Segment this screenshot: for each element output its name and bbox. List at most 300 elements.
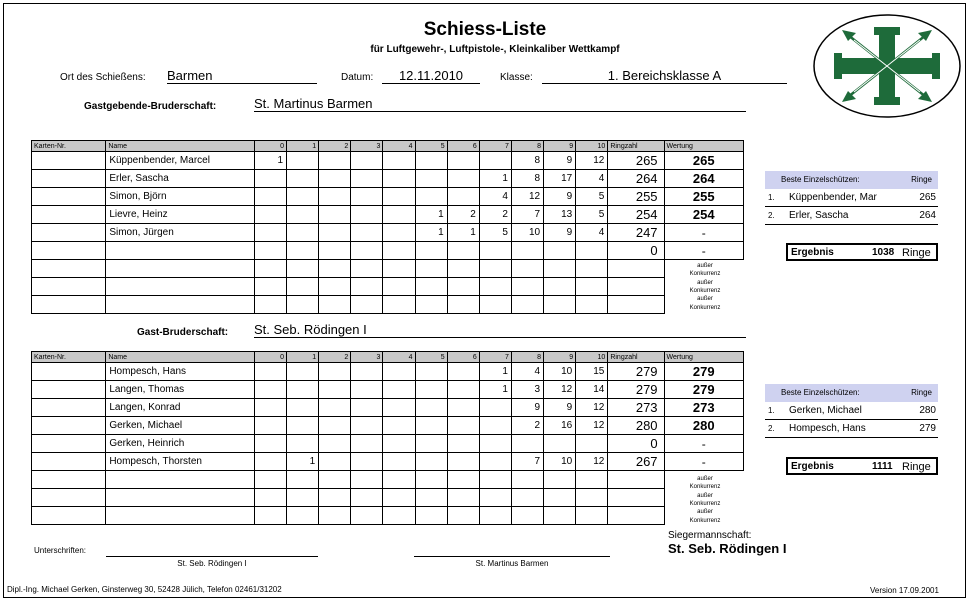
karten-nr-cell[interactable] bbox=[32, 152, 106, 170]
ring-count-cell[interactable] bbox=[287, 224, 319, 242]
ring-count-cell[interactable] bbox=[351, 399, 383, 417]
ring-count-cell[interactable] bbox=[383, 260, 415, 278]
ring-count-cell[interactable] bbox=[576, 471, 608, 489]
ring-count-cell[interactable]: 15 bbox=[576, 363, 608, 381]
ring-count-cell[interactable] bbox=[415, 381, 447, 399]
ausser-konkurrenz-text: Konkurrenz bbox=[689, 287, 721, 294]
name-cell[interactable]: Küppenbender, Marcel bbox=[106, 152, 255, 170]
ring-count-cell[interactable] bbox=[254, 206, 286, 224]
ring-count-cell[interactable] bbox=[544, 435, 576, 453]
ring-count-cell[interactable] bbox=[319, 152, 351, 170]
ring-count-cell[interactable] bbox=[351, 206, 383, 224]
ring-count-cell[interactable] bbox=[287, 489, 319, 507]
ausser-konkurrenz-text: Konkurrenz bbox=[689, 517, 721, 524]
ring-count-cell[interactable] bbox=[383, 399, 415, 417]
ring-count-cell[interactable] bbox=[254, 278, 286, 296]
team1-col-header: Wertung bbox=[664, 141, 743, 152]
ring-count-cell[interactable] bbox=[415, 242, 447, 260]
ring-count-cell[interactable] bbox=[415, 453, 447, 471]
name-cell[interactable] bbox=[106, 507, 255, 525]
ring-count-cell[interactable] bbox=[319, 417, 351, 435]
ring-count-cell[interactable] bbox=[351, 278, 383, 296]
karten-nr-cell[interactable] bbox=[32, 188, 106, 206]
table-row bbox=[32, 417, 744, 435]
sieger-label: Siegermannschaft: bbox=[668, 530, 752, 541]
ring-count-cell[interactable] bbox=[447, 242, 479, 260]
ring-count-cell[interactable]: 1 bbox=[447, 224, 479, 242]
team1-header-row bbox=[32, 141, 744, 152]
ring-count-cell[interactable] bbox=[544, 507, 576, 525]
ringzahl-cell: 0 bbox=[608, 242, 664, 260]
ring-count-cell[interactable] bbox=[254, 471, 286, 489]
team2-label: Gast-Bruderschaft: bbox=[137, 327, 229, 338]
ring-count-cell[interactable] bbox=[351, 471, 383, 489]
team2-best-name-1: Gerken, Michael bbox=[789, 405, 862, 416]
ring-count-cell[interactable]: 2 bbox=[479, 206, 511, 224]
ring-count-cell[interactable]: 4 bbox=[576, 224, 608, 242]
team1-ergebnis-value: 1038 bbox=[872, 247, 895, 258]
ring-count-cell[interactable]: 1 bbox=[415, 224, 447, 242]
name-cell[interactable]: Gerken, Michael bbox=[106, 417, 255, 435]
ring-count-cell[interactable]: 1 bbox=[479, 381, 511, 399]
ring-count-cell[interactable] bbox=[351, 381, 383, 399]
ring-count-cell[interactable] bbox=[351, 435, 383, 453]
ring-count-cell[interactable] bbox=[319, 363, 351, 381]
ring-count-cell[interactable] bbox=[511, 507, 543, 525]
ring-count-cell[interactable]: 7 bbox=[511, 206, 543, 224]
ring-count-cell[interactable] bbox=[319, 453, 351, 471]
ring-count-cell[interactable] bbox=[576, 260, 608, 278]
ring-count-cell[interactable] bbox=[287, 471, 319, 489]
ring-count-cell[interactable] bbox=[319, 188, 351, 206]
ring-count-cell[interactable] bbox=[447, 471, 479, 489]
ring-count-cell[interactable] bbox=[287, 206, 319, 224]
ring-count-cell[interactable] bbox=[254, 489, 286, 507]
ring-count-cell[interactable] bbox=[287, 363, 319, 381]
ring-count-cell[interactable] bbox=[383, 242, 415, 260]
ring-count-cell[interactable] bbox=[287, 435, 319, 453]
ringzahl-cell bbox=[608, 507, 664, 525]
name-cell[interactable] bbox=[106, 489, 255, 507]
ring-count-cell[interactable] bbox=[351, 453, 383, 471]
name-cell[interactable] bbox=[106, 260, 255, 278]
karten-nr-cell[interactable] bbox=[32, 296, 106, 314]
ring-count-cell[interactable] bbox=[415, 489, 447, 507]
ring-count-cell[interactable] bbox=[447, 278, 479, 296]
ring-count-cell[interactable] bbox=[319, 242, 351, 260]
ring-count-cell[interactable]: 16 bbox=[544, 417, 576, 435]
ring-count-cell[interactable] bbox=[351, 224, 383, 242]
ring-count-cell[interactable] bbox=[254, 260, 286, 278]
team2-ergebnis-unit: Ringe bbox=[902, 461, 931, 473]
ring-count-cell[interactable] bbox=[351, 417, 383, 435]
ring-count-cell[interactable] bbox=[319, 170, 351, 188]
ring-count-cell[interactable] bbox=[544, 278, 576, 296]
ring-count-cell[interactable] bbox=[383, 507, 415, 525]
karten-nr-cell[interactable] bbox=[32, 242, 106, 260]
table-row bbox=[32, 381, 744, 399]
ring-count-cell[interactable] bbox=[511, 471, 543, 489]
ring-count-cell[interactable] bbox=[511, 489, 543, 507]
ring-count-cell[interactable] bbox=[511, 435, 543, 453]
ring-count-cell[interactable]: 17 bbox=[544, 170, 576, 188]
team2-best-box bbox=[765, 384, 938, 438]
ring-count-cell[interactable] bbox=[415, 417, 447, 435]
ring-count-cell[interactable] bbox=[415, 260, 447, 278]
ring-count-cell[interactable] bbox=[447, 152, 479, 170]
karten-nr-cell[interactable] bbox=[32, 417, 106, 435]
team2-col-header: 1 bbox=[287, 352, 319, 363]
ring-count-cell[interactable] bbox=[447, 260, 479, 278]
ring-count-cell[interactable] bbox=[415, 507, 447, 525]
karten-nr-cell[interactable] bbox=[32, 260, 106, 278]
ring-count-cell[interactable]: 10 bbox=[511, 224, 543, 242]
name-cell[interactable]: Gerken, Heinrich bbox=[106, 435, 255, 453]
ring-count-cell[interactable] bbox=[415, 296, 447, 314]
karten-nr-cell[interactable] bbox=[32, 435, 106, 453]
ring-count-cell[interactable] bbox=[576, 296, 608, 314]
ring-count-cell[interactable] bbox=[254, 224, 286, 242]
ring-count-cell[interactable] bbox=[576, 435, 608, 453]
ring-count-cell[interactable] bbox=[447, 381, 479, 399]
ring-count-cell[interactable] bbox=[511, 260, 543, 278]
karten-nr-cell[interactable] bbox=[32, 381, 106, 399]
ring-count-cell[interactable] bbox=[576, 278, 608, 296]
ringzahl-cell: 255 bbox=[608, 188, 664, 206]
ring-count-cell[interactable] bbox=[254, 363, 286, 381]
ring-count-cell[interactable] bbox=[319, 489, 351, 507]
ring-count-cell[interactable]: 1 bbox=[254, 152, 286, 170]
ring-count-cell[interactable]: 7 bbox=[511, 453, 543, 471]
ring-count-cell[interactable] bbox=[383, 206, 415, 224]
unterschriften-label: Unterschriften: bbox=[34, 546, 87, 555]
team1-ergebnis-label: Ergebnis bbox=[791, 247, 834, 258]
ring-count-cell[interactable] bbox=[383, 435, 415, 453]
ring-count-cell[interactable] bbox=[383, 278, 415, 296]
sign2-line bbox=[414, 556, 610, 557]
ring-count-cell[interactable] bbox=[479, 152, 511, 170]
ring-count-cell[interactable]: 2 bbox=[447, 206, 479, 224]
wertung-cell: - bbox=[664, 453, 743, 471]
ring-count-cell[interactable]: 12 bbox=[576, 417, 608, 435]
ring-count-cell[interactable] bbox=[415, 399, 447, 417]
ring-count-cell[interactable] bbox=[447, 435, 479, 453]
team2-col-header: 3 bbox=[351, 352, 383, 363]
team1-col-header: 2 bbox=[319, 141, 351, 152]
ring-count-cell[interactable] bbox=[479, 489, 511, 507]
ring-count-cell[interactable] bbox=[319, 507, 351, 525]
ring-count-cell[interactable]: 9 bbox=[544, 188, 576, 206]
name-cell[interactable]: Lievre, Heinz bbox=[106, 206, 255, 224]
ring-count-cell[interactable] bbox=[319, 278, 351, 296]
name-cell[interactable]: Simon, Jürgen bbox=[106, 224, 255, 242]
team2-col-header: Karten-Nr. bbox=[32, 352, 106, 363]
ring-count-cell[interactable] bbox=[319, 224, 351, 242]
name-cell[interactable] bbox=[106, 471, 255, 489]
ring-count-cell[interactable]: 12 bbox=[576, 152, 608, 170]
name-cell[interactable] bbox=[106, 296, 255, 314]
klasse-label: Klasse: bbox=[500, 72, 533, 83]
name-cell[interactable] bbox=[106, 242, 255, 260]
team2-best-rank-2: 2. bbox=[768, 424, 775, 433]
ring-count-cell[interactable]: 1 bbox=[287, 453, 319, 471]
ring-count-cell[interactable] bbox=[287, 417, 319, 435]
team1-ergebnis-unit: Ringe bbox=[902, 247, 931, 259]
karten-nr-cell[interactable] bbox=[32, 363, 106, 381]
ring-count-cell[interactable] bbox=[576, 507, 608, 525]
ring-count-cell[interactable]: 1 bbox=[479, 170, 511, 188]
name-cell[interactable]: Erler, Sascha bbox=[106, 170, 255, 188]
ring-count-cell[interactable] bbox=[254, 417, 286, 435]
ring-count-cell[interactable] bbox=[287, 278, 319, 296]
ring-count-cell[interactable] bbox=[351, 507, 383, 525]
team2-best-ringe-label: Ringe bbox=[911, 388, 932, 397]
ring-count-cell[interactable] bbox=[415, 435, 447, 453]
name-cell[interactable]: Hompesch, Hans bbox=[106, 363, 255, 381]
ring-count-cell[interactable] bbox=[383, 381, 415, 399]
ring-count-cell[interactable] bbox=[287, 399, 319, 417]
ring-count-cell[interactable] bbox=[447, 453, 479, 471]
ring-count-cell[interactable] bbox=[511, 278, 543, 296]
ring-count-cell[interactable] bbox=[479, 417, 511, 435]
karten-nr-cell[interactable] bbox=[32, 206, 106, 224]
ring-count-cell[interactable] bbox=[319, 435, 351, 453]
ring-count-cell[interactable] bbox=[287, 260, 319, 278]
ring-count-cell[interactable] bbox=[447, 296, 479, 314]
table-row bbox=[32, 296, 744, 314]
ring-count-cell[interactable] bbox=[415, 471, 447, 489]
ring-count-cell[interactable] bbox=[319, 471, 351, 489]
ring-count-cell[interactable] bbox=[319, 381, 351, 399]
ring-count-cell[interactable] bbox=[351, 170, 383, 188]
ring-count-cell[interactable] bbox=[351, 260, 383, 278]
ring-count-cell[interactable] bbox=[544, 242, 576, 260]
ring-count-cell[interactable]: 12 bbox=[544, 381, 576, 399]
ring-count-cell[interactable] bbox=[351, 188, 383, 206]
ring-count-cell[interactable]: 3 bbox=[511, 381, 543, 399]
ring-count-cell[interactable] bbox=[319, 206, 351, 224]
page-title: Schiess-Liste bbox=[423, 19, 547, 40]
karten-nr-cell[interactable] bbox=[32, 170, 106, 188]
table-row bbox=[32, 242, 744, 260]
team2-col-header: Ringzahl bbox=[608, 352, 664, 363]
karten-nr-cell[interactable] bbox=[32, 489, 106, 507]
name-cell[interactable] bbox=[106, 278, 255, 296]
ring-count-cell[interactable]: 9 bbox=[544, 224, 576, 242]
team1-best-ring-2: 264 bbox=[919, 210, 936, 221]
ring-count-cell[interactable] bbox=[383, 224, 415, 242]
ring-count-cell[interactable] bbox=[447, 188, 479, 206]
team1-best-name-2: Erler, Sascha bbox=[789, 210, 849, 221]
ring-count-cell[interactable] bbox=[447, 489, 479, 507]
ring-count-cell[interactable]: 12 bbox=[511, 188, 543, 206]
team2-col-header: Name bbox=[106, 352, 255, 363]
ring-count-cell[interactable] bbox=[447, 507, 479, 525]
ring-count-cell[interactable]: 1 bbox=[415, 206, 447, 224]
ring-count-cell[interactable]: 10 bbox=[544, 363, 576, 381]
karten-nr-cell[interactable] bbox=[32, 224, 106, 242]
ring-count-cell[interactable] bbox=[383, 170, 415, 188]
ring-count-cell[interactable]: 13 bbox=[544, 206, 576, 224]
ringzahl-cell: 273 bbox=[608, 399, 664, 417]
ring-count-cell[interactable] bbox=[544, 489, 576, 507]
table-row bbox=[32, 489, 744, 507]
ring-count-cell[interactable]: 9 bbox=[511, 399, 543, 417]
ring-count-cell[interactable] bbox=[415, 363, 447, 381]
table-row bbox=[32, 363, 744, 381]
ring-count-cell[interactable]: 4 bbox=[479, 188, 511, 206]
ring-count-cell[interactable] bbox=[447, 417, 479, 435]
ring-count-cell[interactable]: 5 bbox=[576, 206, 608, 224]
name-cell[interactable]: Simon, Björn bbox=[106, 188, 255, 206]
ring-count-cell[interactable] bbox=[287, 507, 319, 525]
ring-count-cell[interactable] bbox=[479, 260, 511, 278]
ring-count-cell[interactable] bbox=[351, 296, 383, 314]
ring-count-cell[interactable] bbox=[383, 417, 415, 435]
ring-count-cell[interactable] bbox=[351, 242, 383, 260]
ringzahl-cell: 254 bbox=[608, 206, 664, 224]
wertung-cell: 273 bbox=[664, 399, 743, 417]
ring-count-cell[interactable] bbox=[479, 278, 511, 296]
ring-count-cell[interactable]: 4 bbox=[511, 363, 543, 381]
ring-count-cell[interactable] bbox=[254, 296, 286, 314]
team2-col-header: 10 bbox=[576, 352, 608, 363]
ring-count-cell[interactable]: 1 bbox=[479, 363, 511, 381]
ring-count-cell[interactable] bbox=[383, 489, 415, 507]
ring-count-cell[interactable] bbox=[415, 278, 447, 296]
ring-count-cell[interactable] bbox=[383, 152, 415, 170]
ring-count-cell[interactable] bbox=[319, 399, 351, 417]
name-cell[interactable]: Langen, Konrad bbox=[106, 399, 255, 417]
ring-count-cell[interactable] bbox=[479, 399, 511, 417]
ring-count-cell[interactable] bbox=[254, 381, 286, 399]
team1-best-rank-2: 2. bbox=[768, 211, 775, 220]
ring-count-cell[interactable] bbox=[479, 471, 511, 489]
ring-count-cell[interactable] bbox=[254, 242, 286, 260]
ring-count-cell[interactable]: 4 bbox=[576, 170, 608, 188]
karten-nr-cell[interactable] bbox=[32, 453, 106, 471]
ausser-konkurrenz-text: außer bbox=[697, 279, 713, 286]
ring-count-cell[interactable] bbox=[287, 152, 319, 170]
ring-count-cell[interactable] bbox=[447, 363, 479, 381]
team1-score-table bbox=[31, 140, 744, 314]
team1-best-header: Beste Einzelschützen: bbox=[781, 175, 860, 184]
ring-count-cell[interactable] bbox=[351, 489, 383, 507]
ring-count-cell[interactable]: 14 bbox=[576, 381, 608, 399]
ring-count-cell[interactable] bbox=[511, 296, 543, 314]
ring-count-cell[interactable] bbox=[287, 296, 319, 314]
ring-count-cell[interactable] bbox=[576, 242, 608, 260]
ring-count-cell[interactable] bbox=[287, 242, 319, 260]
ring-count-cell[interactable] bbox=[383, 471, 415, 489]
ring-count-cell[interactable] bbox=[415, 152, 447, 170]
ring-count-cell[interactable] bbox=[544, 471, 576, 489]
ring-count-cell[interactable] bbox=[479, 296, 511, 314]
ring-count-cell[interactable] bbox=[383, 188, 415, 206]
ringzahl-cell bbox=[608, 260, 664, 278]
ring-count-cell[interactable] bbox=[351, 152, 383, 170]
ring-count-cell[interactable] bbox=[415, 170, 447, 188]
ring-count-cell[interactable]: 9 bbox=[544, 399, 576, 417]
team2-score-table bbox=[31, 351, 744, 525]
footer-left: Dipl.-Ing. Michael Gerken, Ginsterweg 30, 52428 Jülich, Telefon 02461/31202 bbox=[7, 585, 282, 594]
ring-count-cell[interactable]: 2 bbox=[511, 417, 543, 435]
team1-col-header: 10 bbox=[576, 141, 608, 152]
team1-col-header: Karten-Nr. bbox=[32, 141, 106, 152]
ring-count-cell[interactable]: 5 bbox=[576, 188, 608, 206]
ring-count-cell[interactable] bbox=[254, 435, 286, 453]
ring-count-cell[interactable] bbox=[383, 363, 415, 381]
ring-count-cell[interactable] bbox=[254, 507, 286, 525]
ring-count-cell[interactable] bbox=[319, 296, 351, 314]
ringzahl-cell: 280 bbox=[608, 417, 664, 435]
ring-count-cell[interactable]: 8 bbox=[511, 152, 543, 170]
wertung-cell: 279 bbox=[664, 363, 743, 381]
ringzahl-cell: 279 bbox=[608, 381, 664, 399]
ring-count-cell[interactable] bbox=[479, 242, 511, 260]
ring-count-cell[interactable] bbox=[287, 170, 319, 188]
ring-count-cell[interactable] bbox=[287, 381, 319, 399]
team1-col-header: 1 bbox=[287, 141, 319, 152]
wertung-cell: 265 bbox=[664, 152, 743, 170]
ring-count-cell[interactable] bbox=[447, 399, 479, 417]
ring-count-cell[interactable] bbox=[254, 453, 286, 471]
karten-nr-cell[interactable] bbox=[32, 399, 106, 417]
ring-count-cell[interactable] bbox=[254, 188, 286, 206]
team1-best-rank-1: 1. bbox=[768, 193, 775, 202]
table-row bbox=[32, 471, 744, 489]
karten-nr-cell[interactable] bbox=[32, 507, 106, 525]
ring-count-cell[interactable]: 12 bbox=[576, 399, 608, 417]
ring-count-cell[interactable] bbox=[479, 435, 511, 453]
ring-count-cell[interactable]: 10 bbox=[544, 453, 576, 471]
ring-count-cell[interactable] bbox=[254, 170, 286, 188]
team2-col-header: 2 bbox=[319, 352, 351, 363]
karten-nr-cell[interactable] bbox=[32, 278, 106, 296]
ring-count-cell[interactable] bbox=[447, 170, 479, 188]
ring-count-cell[interactable] bbox=[351, 363, 383, 381]
ring-count-cell[interactable]: 12 bbox=[576, 453, 608, 471]
ring-count-cell[interactable] bbox=[287, 188, 319, 206]
team2-best-ring-2: 279 bbox=[919, 423, 936, 434]
team2-header-row bbox=[32, 352, 744, 363]
team1-col-header: 5 bbox=[415, 141, 447, 152]
ring-count-cell[interactable]: 8 bbox=[511, 170, 543, 188]
ring-count-cell[interactable] bbox=[544, 260, 576, 278]
ring-count-cell[interactable] bbox=[383, 296, 415, 314]
team2-col-header: 0 bbox=[254, 352, 286, 363]
ringzahl-cell bbox=[608, 471, 664, 489]
ring-count-cell[interactable]: 9 bbox=[544, 152, 576, 170]
ring-count-cell[interactable] bbox=[511, 242, 543, 260]
ort-value: Barmen bbox=[167, 68, 317, 84]
ring-count-cell[interactable] bbox=[576, 489, 608, 507]
ring-count-cell[interactable] bbox=[319, 260, 351, 278]
ring-count-cell[interactable] bbox=[415, 188, 447, 206]
team1-best-name-1: Küppenbender, Mar bbox=[789, 192, 877, 203]
name-cell[interactable]: Langen, Thomas bbox=[106, 381, 255, 399]
ring-count-cell[interactable] bbox=[479, 453, 511, 471]
ring-count-cell[interactable] bbox=[479, 507, 511, 525]
ring-count-cell[interactable] bbox=[383, 453, 415, 471]
ring-count-cell[interactable] bbox=[254, 399, 286, 417]
ring-count-cell[interactable]: 5 bbox=[479, 224, 511, 242]
karten-nr-cell[interactable] bbox=[32, 471, 106, 489]
team1-col-header: 3 bbox=[351, 141, 383, 152]
ring-count-cell[interactable] bbox=[544, 296, 576, 314]
ringzahl-cell: 265 bbox=[608, 152, 664, 170]
name-cell[interactable]: Hompesch, Thorsten bbox=[106, 453, 255, 471]
